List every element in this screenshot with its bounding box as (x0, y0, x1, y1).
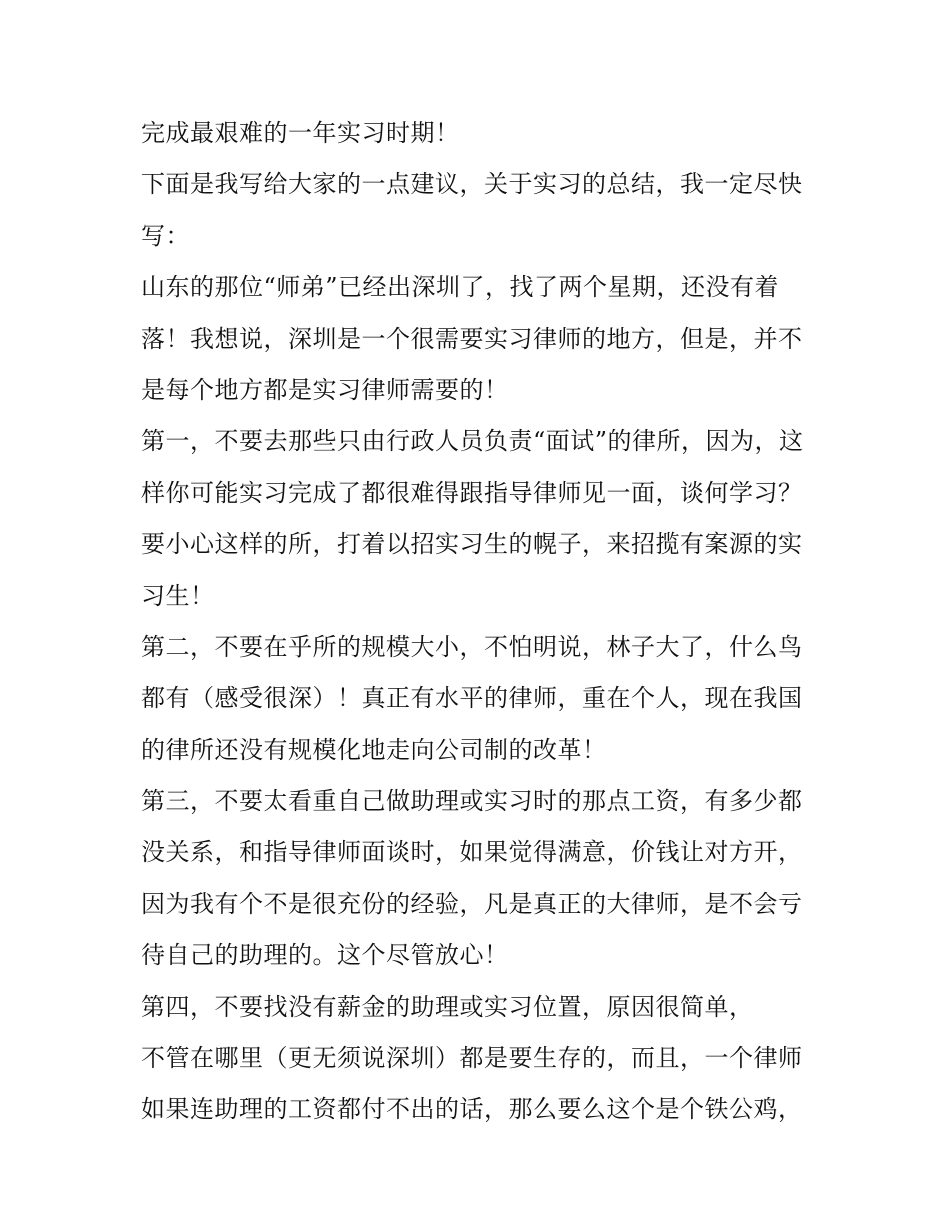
text-line: 第一，不要去那些只由行政人员负责“面试”的律所，因为，这 (141, 427, 804, 456)
text-line: 待自己的助理的。这个尽管放心！ (141, 941, 509, 970)
text-line: 如果连助理的工资都付不出的话，那么要么这个是个铁公鸡， (141, 1095, 803, 1124)
text-line: 习生！ (141, 581, 215, 610)
text-line: 是每个地方都是实习律师需要的！ (141, 375, 509, 404)
text-line: 下面是我写给大家的一点建议，关于实习的总结，我一定尽快 (141, 170, 803, 199)
text-line: 第四，不要找没有薪金的助理或实习位置，原因很简单， (141, 992, 754, 1021)
document-body-text (141, 108, 821, 1136)
text-line: 山东的那位“师弟”已经出深圳了，找了两个星期，还没有着 (141, 273, 780, 302)
text-line: 要小心这样的所，打着以招实习生的幌子，来招揽有案源的实 (141, 530, 803, 559)
text-line: 完成最艰难的一年实习时期！ (141, 119, 460, 147)
text-line: 第二，不要在乎所的规模大小，不怕明说，林子大了，什么鸟 (141, 632, 803, 661)
text-line: 写： (141, 221, 190, 250)
text-line: 第三，不要太看重自己做助理或实习时的那点工资，有多少都 (141, 787, 803, 816)
text-line: 样你可能实习完成了都很难得跟指导律师见一面，谈何学习？ (141, 478, 803, 507)
text-line: 都有（感受很深）！真正有水平的律师，重在个人，现在我国 (141, 684, 803, 713)
text-line: 不管在哪里（更无须说深圳）都是要生存的，而且，一个律师 (141, 1044, 803, 1073)
text-line: 没关系，和指导律师面谈时，如果觉得满意，价钱让对方开， (141, 838, 803, 867)
text-line: 因为我有个不是很充份的经验，凡是真正的大律师，是不会亏 (141, 889, 803, 918)
text-line: 的律所还没有规模化地走向公司制的改革！ (141, 735, 607, 764)
text-line: 落！我想说，深圳是一个很需要实习律师的地方，但是，并不 (141, 324, 803, 353)
